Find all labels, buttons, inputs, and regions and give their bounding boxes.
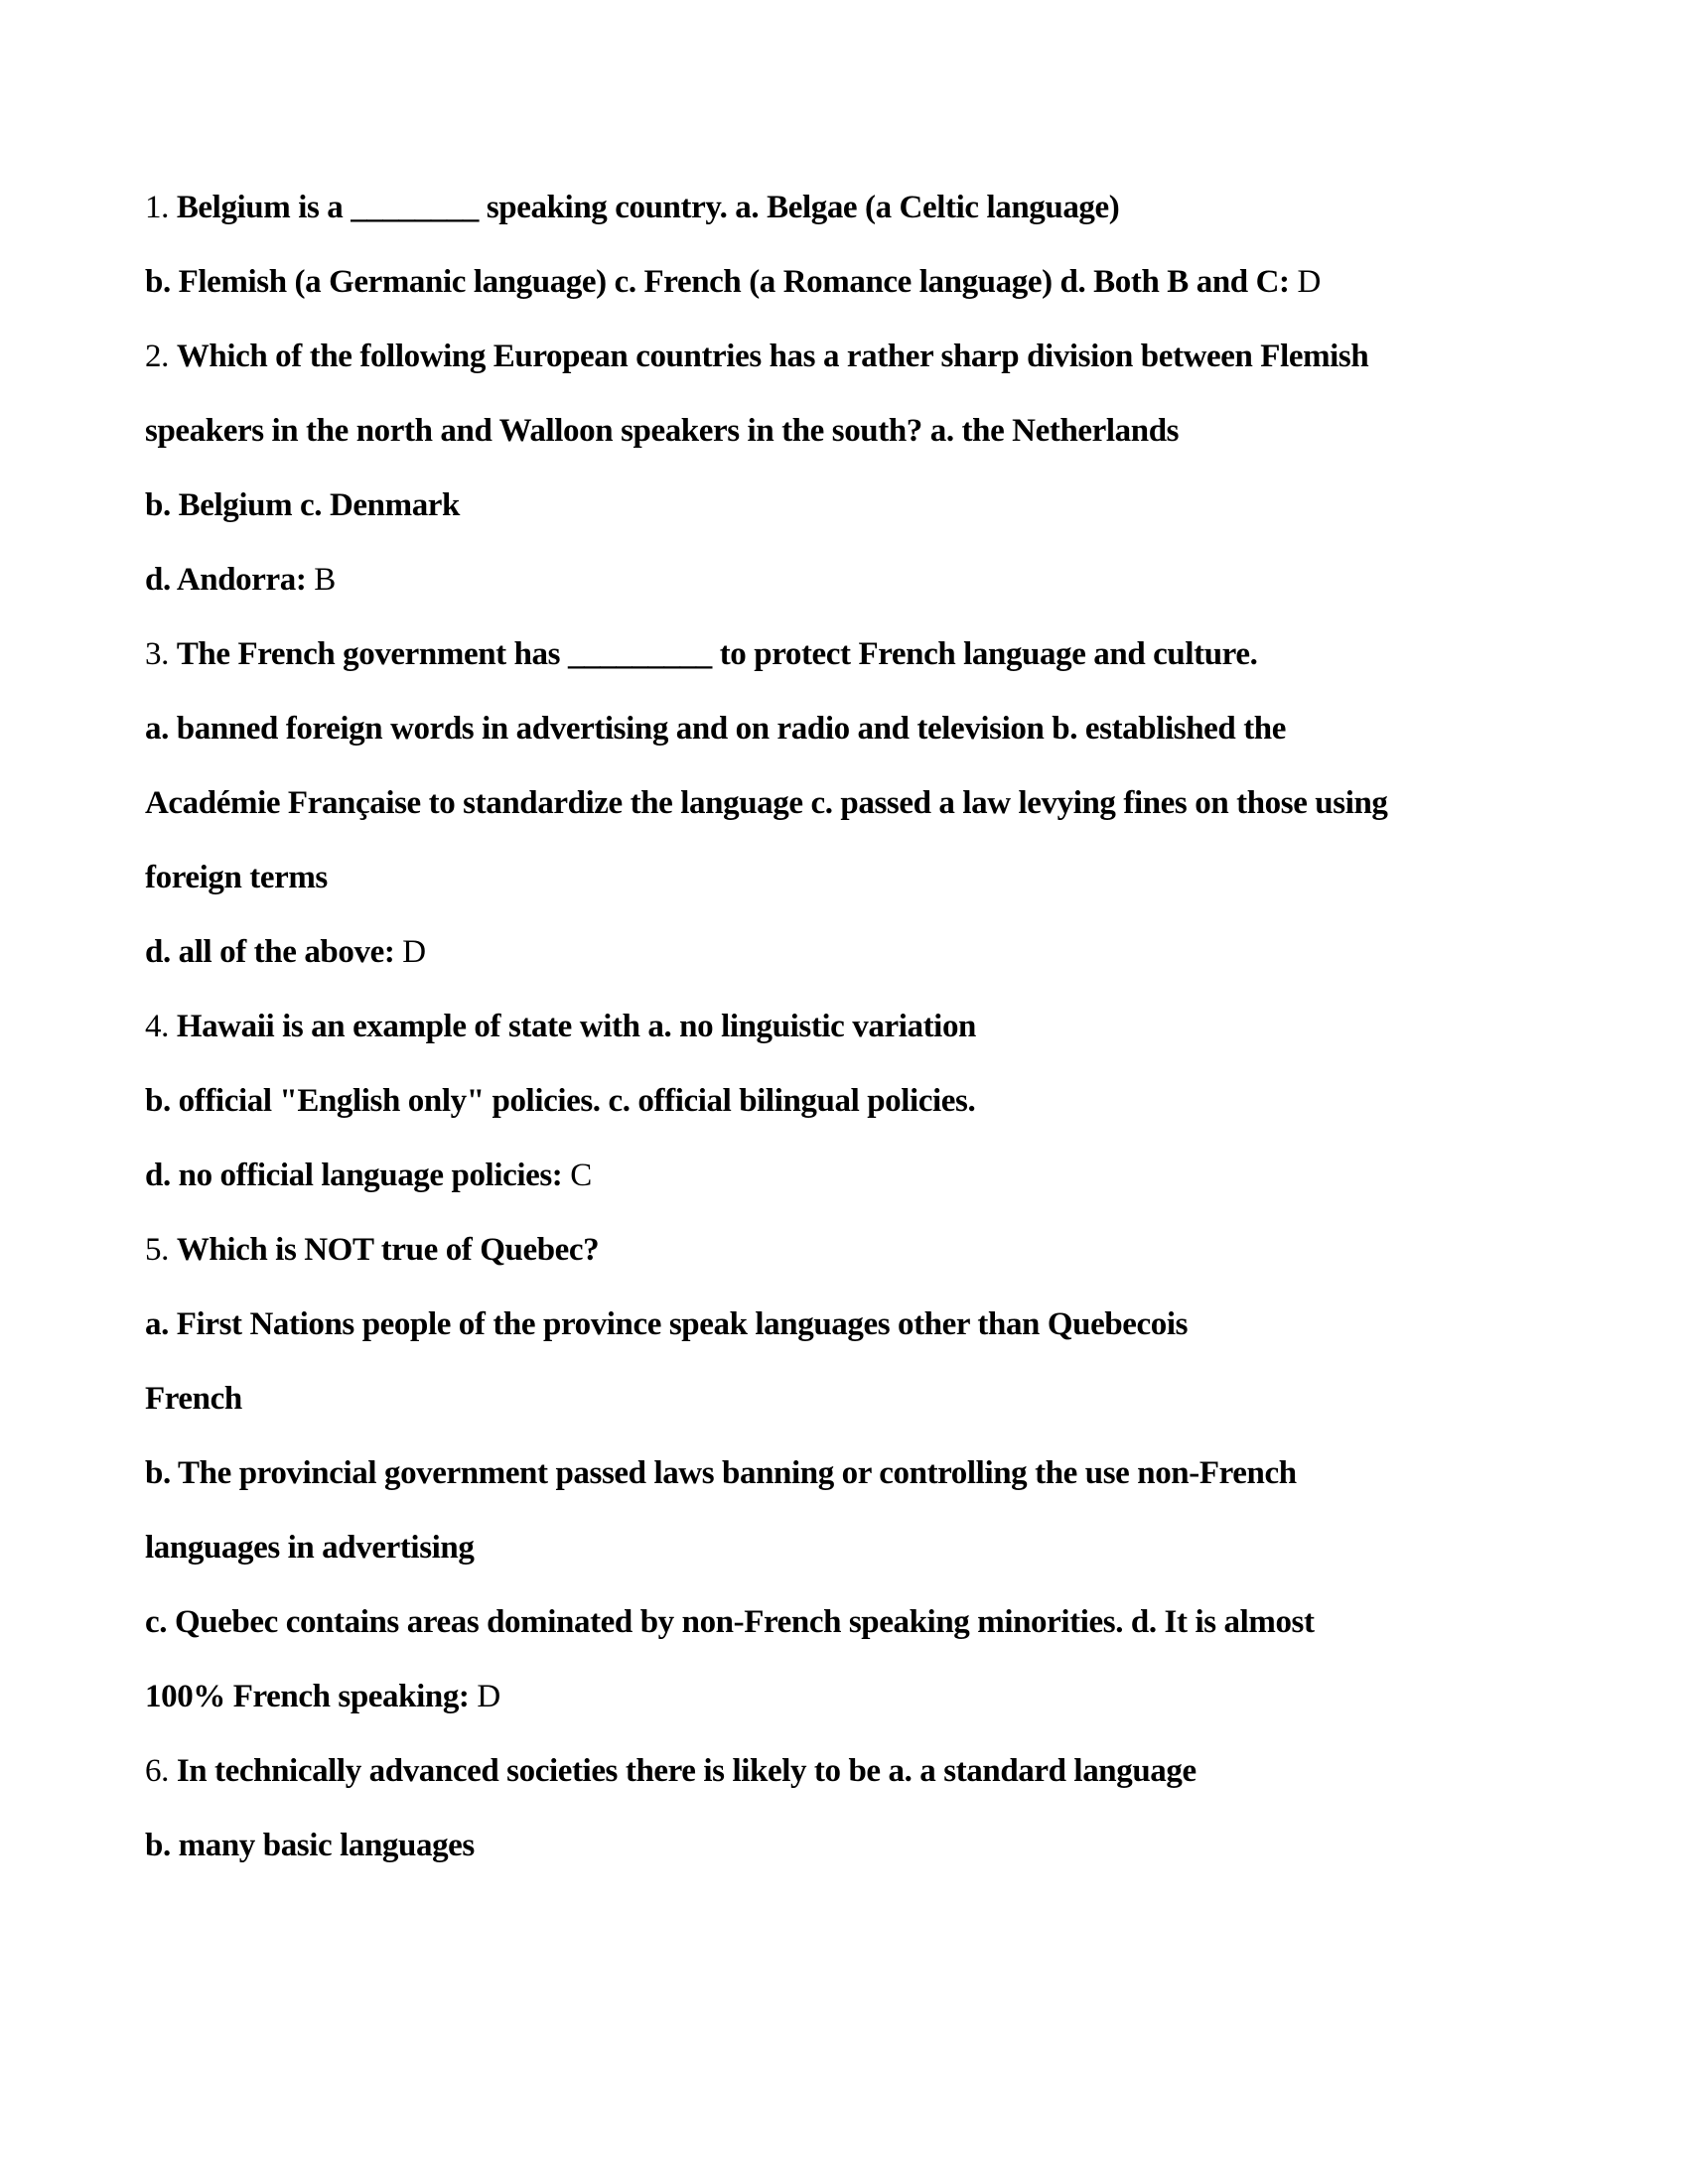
document-line xyxy=(145,766,1648,841)
text-segment: French xyxy=(145,1381,242,1417)
document-line xyxy=(145,469,1648,543)
document-line xyxy=(145,915,1648,990)
text-segment: d. all of the above: xyxy=(145,934,395,970)
document-line xyxy=(145,543,1648,617)
text-segment: Hawaii is an example of state with a. no linguistic variation xyxy=(176,1009,977,1044)
text-segment: d. no official language policies: xyxy=(145,1158,563,1193)
text-segment: B xyxy=(306,562,336,598)
text-segment: speakers in the north and Walloon speakers in the south? a. the Netherlands xyxy=(145,413,1180,449)
document-line xyxy=(145,1734,1648,1809)
text-segment: In technically advanced societies there is likely to be a. a standard language xyxy=(176,1753,1196,1789)
text-segment: 4. xyxy=(145,1009,177,1044)
document-line xyxy=(145,1362,1648,1436)
text-segment: b. The provincial government passed laws banning or controlling the use non-French xyxy=(145,1455,1297,1491)
text-segment: D xyxy=(394,934,426,970)
text-segment: b. Flemish (a Germanic language) c. French (a Romance language) d. Both B and C: xyxy=(145,264,1290,300)
document-line xyxy=(145,1585,1648,1660)
document-line xyxy=(145,617,1648,692)
text-segment: b. Belgium c. Denmark xyxy=(145,487,461,523)
text-segment: b. official "English only" policies. c. official bilingual policies. xyxy=(145,1083,976,1119)
document-line xyxy=(145,1288,1648,1362)
document-line xyxy=(145,171,1648,245)
text-segment: b. many basic languages xyxy=(145,1828,475,1863)
text-segment: a. First Nations people of the province speak languages other than Quebecois xyxy=(145,1306,1189,1342)
text-segment: languages in advertising xyxy=(145,1530,475,1566)
document-line xyxy=(145,245,1648,320)
text-segment: C xyxy=(562,1158,592,1193)
document-line xyxy=(145,990,1648,1064)
text-segment: d. Andorra: xyxy=(145,562,307,598)
text-segment: 100% French speaking: xyxy=(145,1679,470,1714)
text-segment: Which is NOT true of Quebec? xyxy=(176,1232,600,1268)
text-segment: 1. xyxy=(145,190,177,225)
text-segment: D xyxy=(1289,264,1321,300)
text-segment: 3. xyxy=(145,636,177,672)
document-line xyxy=(145,1064,1648,1139)
text-segment: foreign terms xyxy=(145,860,328,895)
document-line xyxy=(145,692,1648,766)
text-segment: 2. xyxy=(145,339,177,374)
document-line xyxy=(145,841,1648,915)
text-segment: a. banned foreign words in advertising and on radio and television b. established the xyxy=(145,711,1287,747)
document-line xyxy=(145,394,1648,469)
text-segment: D xyxy=(469,1679,500,1714)
text-segment: 5. xyxy=(145,1232,177,1268)
document-line xyxy=(145,1809,1648,1883)
text-segment: c. Quebec contains areas dominated by non-French speaking minorities. d. It is almost xyxy=(145,1604,1315,1640)
text-segment: Belgium is a ________ speaking country. a. Belgae (a Celtic language) xyxy=(176,190,1120,225)
text-segment: 6. xyxy=(145,1753,177,1789)
document-line xyxy=(145,1436,1648,1511)
document-line xyxy=(145,320,1648,394)
document-line xyxy=(145,1511,1648,1585)
text-segment: Académie Française to standardize the language c. passed a law levying fines on those using xyxy=(145,785,1388,821)
document-line xyxy=(145,1139,1648,1213)
document-line xyxy=(145,1213,1648,1288)
text-segment: The French government has _________ to protect French language and culture. xyxy=(176,636,1258,672)
text-segment: Which of the following European countries has a rather sharp division between Flemish xyxy=(176,339,1369,374)
document-line xyxy=(145,1660,1648,1734)
